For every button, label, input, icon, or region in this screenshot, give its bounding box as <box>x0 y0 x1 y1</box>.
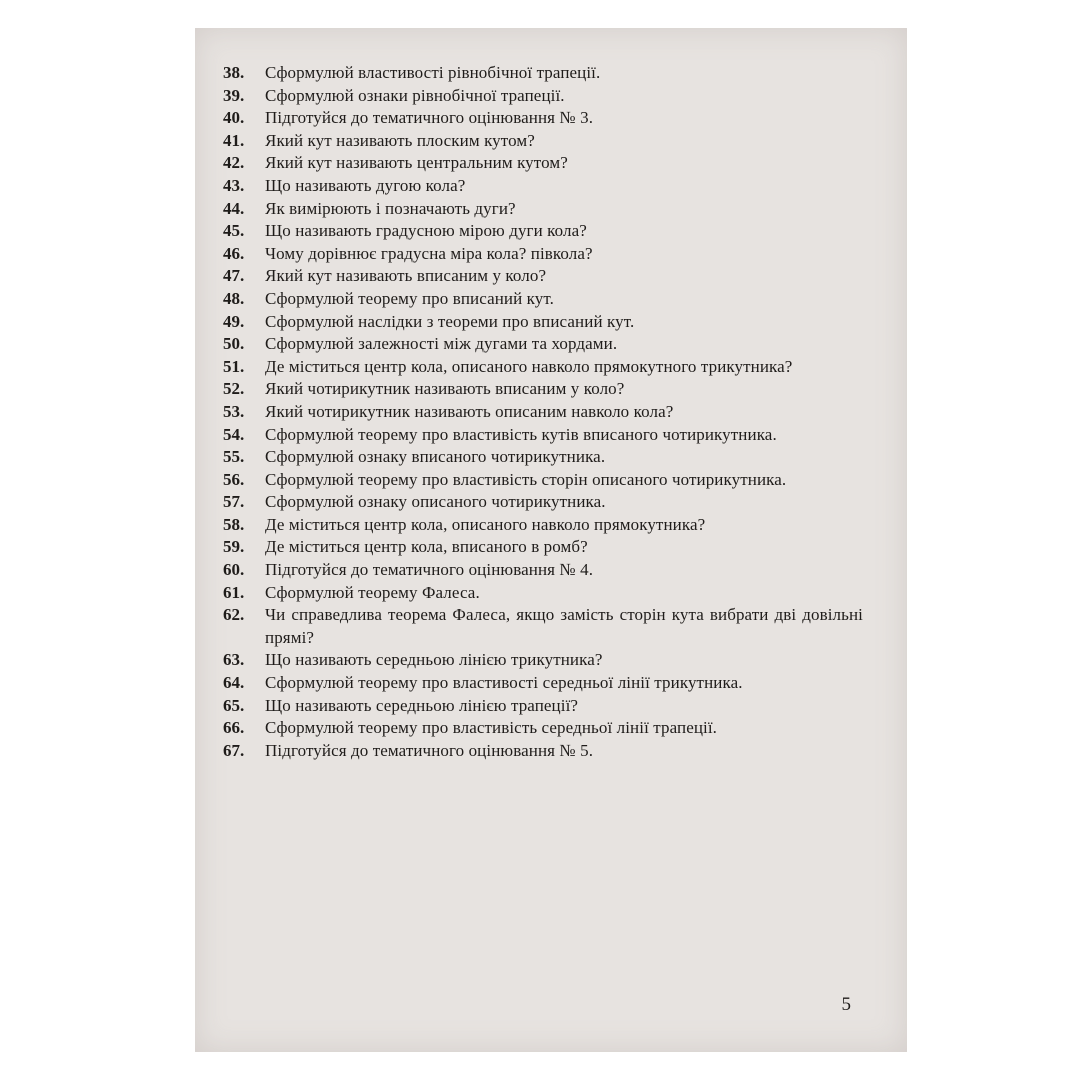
question-number: 53. <box>223 401 245 421</box>
question-item <box>223 265 863 288</box>
question-text: Підготуйся до тематичного оцінювання № 5. <box>265 740 594 760</box>
question-item <box>223 717 863 740</box>
question-item <box>223 333 863 356</box>
question-text: Який кут називають плоским кутом? <box>265 130 535 150</box>
question-text: Що називають середньою лінією трикутника? <box>265 650 603 670</box>
question-item <box>223 356 863 379</box>
question-item <box>223 582 863 605</box>
question-item <box>223 243 863 266</box>
question-item <box>223 130 863 153</box>
question-text: Сформулюй теорему про вписаний кут. <box>265 288 554 308</box>
question-number: 58. <box>223 514 245 534</box>
question-text: Сформулюй залежності між дугами та хордами. <box>265 334 618 354</box>
question-text: Сформулюй ознаку описаного чотирикутника. <box>265 492 606 512</box>
question-text: Підготуйся до тематичного оцінювання № 4. <box>265 560 594 580</box>
question-text: Сформулюй наслідки з теореми про вписаний кут. <box>265 311 635 331</box>
question-item <box>223 514 863 537</box>
question-number: 65. <box>223 695 245 715</box>
question-number: 50. <box>223 334 245 354</box>
question-number: 42. <box>223 153 245 173</box>
question-item <box>223 220 863 243</box>
question-item <box>223 491 863 514</box>
question-number: 64. <box>223 673 245 693</box>
question-number: 52. <box>223 379 245 399</box>
question-item <box>223 175 863 198</box>
question-item <box>223 107 863 130</box>
question-item <box>223 85 863 108</box>
question-item <box>223 559 863 582</box>
question-text: Який кут називають вписаним у коло? <box>265 266 547 286</box>
question-text: Сформулюй теорему Фалеса. <box>265 582 480 602</box>
question-number: 51. <box>223 356 245 376</box>
question-number: 55. <box>223 447 245 467</box>
question-item <box>223 311 863 334</box>
question-number: 47. <box>223 266 245 286</box>
question-text: Сформулюй теорему про властивість середньої лінії трапеції. <box>265 718 718 738</box>
question-number: 67. <box>223 740 245 760</box>
question-number: 45. <box>223 221 245 241</box>
question-item <box>223 649 863 672</box>
question-text: Де міститься центр кола, описаного навколо прямокутника? <box>265 514 706 534</box>
question-text: Який кут називають центральним кутом? <box>265 153 568 173</box>
question-text: Сформулюй ознаки рівнобічної трапеції. <box>265 85 565 105</box>
question-text: Що називають градусною мірою дуги кола? <box>265 221 587 241</box>
question-number: 44. <box>223 198 245 218</box>
question-number: 39. <box>223 85 245 105</box>
question-item <box>223 672 863 695</box>
question-number: 57. <box>223 492 245 512</box>
question-item <box>223 152 863 175</box>
question-number: 49. <box>223 311 245 331</box>
question-text: Де міститься центр кола, вписаного в ромб? <box>265 537 588 557</box>
question-number: 61. <box>223 582 245 602</box>
question-number: 46. <box>223 243 245 263</box>
question-item <box>223 378 863 401</box>
question-item <box>223 198 863 221</box>
question-item <box>223 288 863 311</box>
question-text: Який чотирикутник називають вписаним у коло? <box>265 379 625 399</box>
question-number: 66. <box>223 718 245 738</box>
question-item <box>223 740 863 763</box>
question-number: 41. <box>223 130 245 150</box>
question-item <box>223 62 863 85</box>
question-number: 62. <box>223 605 245 625</box>
question-text: Сформулюй властивості рівнобічної трапеції. <box>265 63 601 82</box>
question-number: 54. <box>223 424 245 444</box>
page-number: 5 <box>841 994 851 1015</box>
question-number: 56. <box>223 469 245 489</box>
question-text: Підготуйся до тематичного оцінювання № 3. <box>265 108 594 128</box>
question-number: 59. <box>223 537 245 557</box>
question-item <box>223 695 863 718</box>
question-text: Де міститься центр кола, описаного навколо прямокутного трикутника? <box>265 356 793 376</box>
question-text: Що називають дугою кола? <box>265 175 466 195</box>
question-number: 48. <box>223 288 245 308</box>
question-text: Сформулюй ознаку вписаного чотирикутника. <box>265 447 606 467</box>
question-text: Сформулюй теорему про властивість кутів вписаного чотирикутника. <box>265 424 777 444</box>
question-text: Що називають середньою лінією трапеції? <box>265 695 579 715</box>
question-text: Який чотирикутник називають описаним навколо кола? <box>265 401 674 421</box>
question-item <box>223 446 863 469</box>
question-text: Сформулюй теорему про властивість сторін описаного чотирикутника. <box>265 469 787 489</box>
question-item <box>223 424 863 447</box>
book-page <box>195 28 907 1052</box>
question-number: 40. <box>223 108 245 128</box>
question-list <box>223 62 863 762</box>
question-text: Чому дорівнює градусна міра кола? півкола? <box>265 243 593 263</box>
question-item <box>223 604 863 649</box>
question-number: 43. <box>223 175 245 195</box>
question-item <box>223 401 863 424</box>
question-text: Сформулюй теорему про властивості середньої лінії трикутника. <box>265 673 743 693</box>
question-item <box>223 536 863 559</box>
question-item <box>223 469 863 492</box>
question-text: Як вимірюють і позначають дуги? <box>265 198 516 218</box>
question-text: Чи справедлива теорема Фалеса, якщо замість сторін кута вибрати дві довільні прямі? <box>265 605 863 647</box>
question-number: 63. <box>223 650 245 670</box>
question-number: 60. <box>223 560 245 580</box>
question-number: 38. <box>223 63 245 82</box>
